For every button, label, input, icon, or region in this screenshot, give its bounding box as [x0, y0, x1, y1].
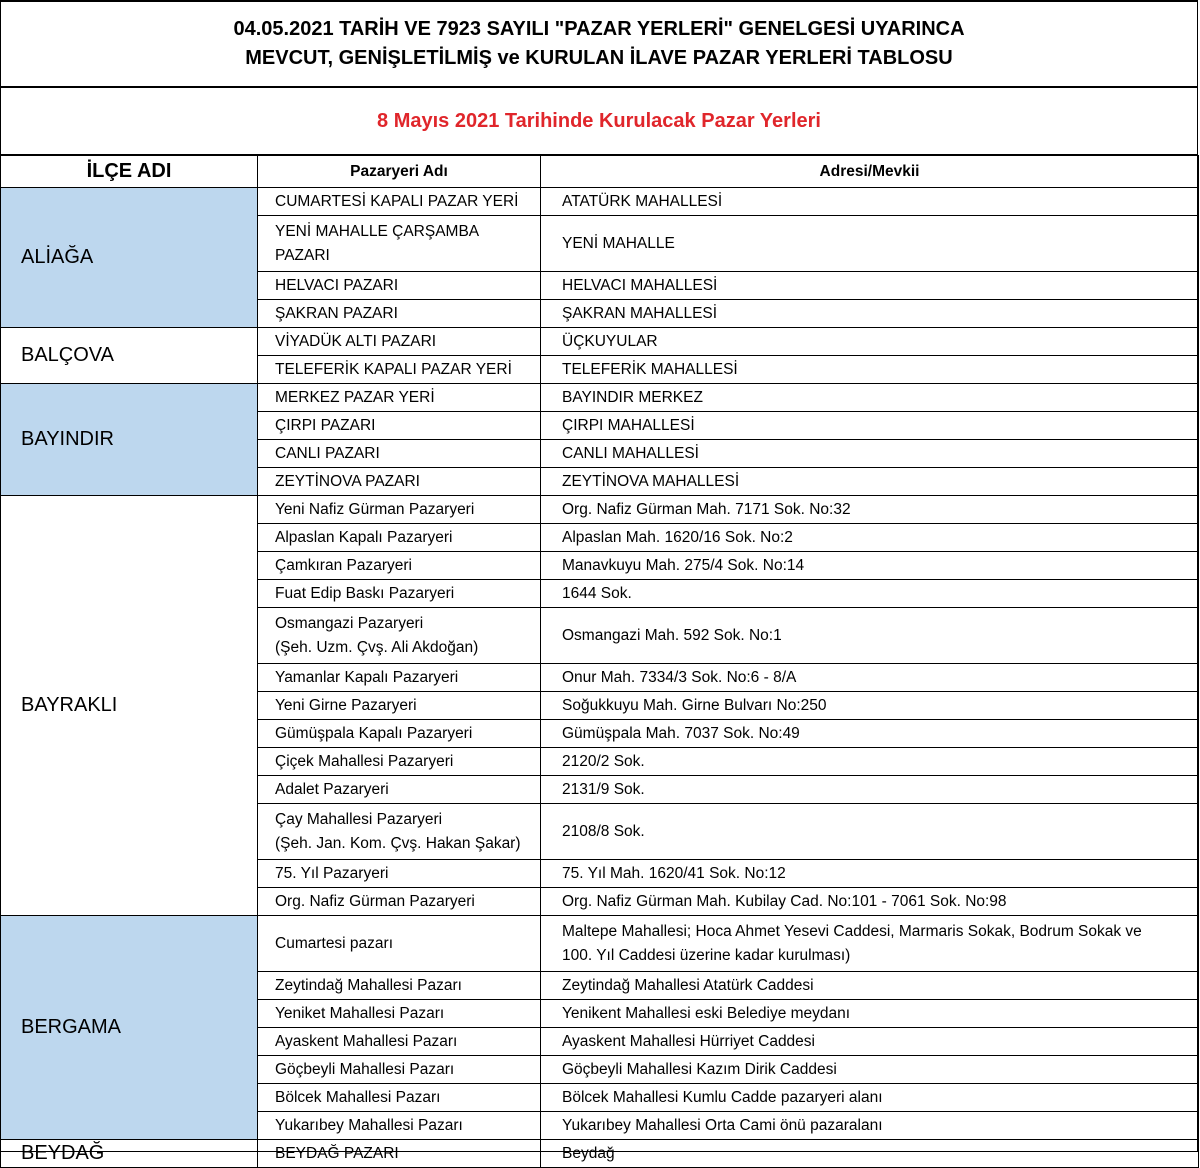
- address-cell: [541, 776, 1199, 804]
- address-cell-line: Bölcek Mahallesi Kumlu Cadde pazaryeri alanı: [562, 1088, 883, 1106]
- market-cell: [258, 608, 541, 664]
- address-cell: [541, 356, 1199, 384]
- market-cell-line: Bölcek Mahallesi Pazarı: [275, 1088, 441, 1106]
- market-cell-line: Göçbeyli Mahallesi Pazarı: [275, 1060, 455, 1078]
- table-body: [1, 188, 1199, 1168]
- document-title: [1, 2, 1197, 88]
- address-cell: [541, 440, 1199, 468]
- address-cell-line: 1644 Sok.: [562, 584, 632, 602]
- district-cell: BALÇOVA: [1, 328, 258, 384]
- market-cell-line: Çay Mahallesi Pazaryeri: [275, 810, 443, 828]
- market-cell: [258, 720, 541, 748]
- market-cell: [258, 664, 541, 692]
- market-cell: [258, 496, 541, 524]
- market-cell-line: YENİ MAHALLE ÇARŞAMBA: [275, 222, 480, 240]
- address-cell: [541, 888, 1199, 916]
- address-cell-line: ÇIRPI MAHALLESİ: [562, 416, 695, 434]
- title-line-2: MEVCUT, GENİŞLETİLMİŞ ve KURULAN İLAVE PAZAR YERLERİ TABLOSU: [245, 47, 953, 69]
- market-cell-line: ZEYTİNOVA PAZARI: [275, 472, 420, 490]
- market-cell: [258, 748, 541, 776]
- address-cell-line: ZEYTİNOVA MAHALLESİ: [562, 472, 740, 490]
- district-cell: BEYDAĞ: [1, 1140, 258, 1168]
- address-cell: [541, 188, 1199, 216]
- address-cell-line: YENİ MAHALLE: [562, 234, 675, 252]
- market-header: Pazaryeri Adı: [258, 156, 541, 188]
- market-cell: [258, 692, 541, 720]
- address-cell-line: BAYINDIR MERKEZ: [562, 388, 703, 406]
- market-cell-line: HELVACI PAZARI: [275, 276, 399, 294]
- market-cell: [258, 328, 541, 356]
- market-cell: [258, 216, 541, 272]
- market-cell-line: Yeniket Mahallesi Pazarı: [275, 1004, 445, 1022]
- table-row: [1, 328, 1199, 356]
- market-cell-line: 75. Yıl Pazaryeri: [275, 864, 389, 882]
- market-cell-line: CANLI PAZARI: [275, 444, 380, 462]
- market-table: [0, 155, 1199, 1168]
- address-cell: [541, 692, 1199, 720]
- address-cell-line: Zeytindağ Mahallesi Atatürk Caddesi: [562, 976, 814, 994]
- address-cell-line: Maltepe Mahallesi; Hoca Ahmet Yesevi Caddesi, Marmaris Sokak, Bodrum Sokak ve: [562, 922, 1142, 940]
- market-cell-line: MERKEZ PAZAR YERİ: [275, 388, 435, 406]
- market-cell-line: Çiçek Mahallesi Pazaryeri: [275, 752, 454, 770]
- address-cell: [541, 664, 1199, 692]
- address-cell: [541, 300, 1199, 328]
- market-cell: [258, 888, 541, 916]
- address-cell: [541, 608, 1199, 664]
- table-row: [1, 384, 1199, 412]
- market-cell-line: Ayaskent Mahallesi Pazarı: [275, 1032, 458, 1050]
- table-row: [1, 916, 1199, 972]
- market-cell: [258, 1056, 541, 1084]
- market-cell: [258, 384, 541, 412]
- address-cell: [541, 272, 1199, 300]
- market-cell-line: Yamanlar Kapalı Pazaryeri: [275, 668, 459, 686]
- address-cell-line: TELEFERİK MAHALLESİ: [562, 360, 738, 378]
- address-cell-line: ŞAKRAN MAHALLESİ: [562, 304, 718, 322]
- market-cell-line: Yeni Nafiz Gürman Pazaryeri: [275, 500, 475, 518]
- market-cell: [258, 1084, 541, 1112]
- address-cell-line: Onur Mah. 7334/3 Sok. No:6 - 8/A: [562, 668, 797, 686]
- address-cell-line: Yenikent Mahallesi eski Belediye meydanı: [562, 1004, 851, 1022]
- address-cell: [541, 1056, 1199, 1084]
- district-cell: BAYINDIR: [1, 384, 258, 496]
- address-cell: [541, 804, 1199, 860]
- address-cell-line: Ayaskent Mahallesi Hürriyet Caddesi: [562, 1032, 815, 1050]
- address-cell: [541, 720, 1199, 748]
- market-cell: [258, 356, 541, 384]
- district-header: İLÇE ADI: [1, 156, 258, 188]
- market-cell: [258, 776, 541, 804]
- address-cell: [541, 328, 1199, 356]
- market-cell-line: ŞAKRAN PAZARI: [275, 304, 398, 322]
- address-cell: [541, 1112, 1199, 1140]
- address-cell-line: Göçbeyli Mahallesi Kazım Dirik Caddesi: [562, 1060, 837, 1078]
- address-cell: [541, 1028, 1199, 1056]
- market-cell: [258, 552, 541, 580]
- district-cell: BERGAMA: [1, 916, 258, 1140]
- address-cell-line: Alpaslan Mah. 1620/16 Sok. No:2: [562, 528, 793, 546]
- address-cell: [541, 972, 1199, 1000]
- market-cell: [258, 524, 541, 552]
- market-cell-line: PAZARI: [275, 246, 330, 264]
- market-cell: [258, 412, 541, 440]
- market-cell: [258, 580, 541, 608]
- address-cell-line: HELVACI MAHALLESİ: [562, 276, 718, 294]
- date-subtitle: 8 Mayıs 2021 Tarihinde Kurulacak Pazar Yerleri: [377, 109, 821, 132]
- market-cell: [258, 1028, 541, 1056]
- subtitle-block: [1, 88, 1197, 155]
- header-row: [1, 156, 1199, 188]
- address-cell: [541, 384, 1199, 412]
- market-cell: [258, 440, 541, 468]
- address-cell: [541, 524, 1199, 552]
- district-cell: BAYRAKLI: [1, 496, 258, 916]
- address-cell-line: 2131/9 Sok.: [562, 780, 645, 798]
- market-cell-line: (Şeh. Jan. Kom. Çvş. Hakan Şakar): [275, 834, 521, 852]
- address-cell: [541, 496, 1199, 524]
- address-cell-line: 100. Yıl Caddesi üzerine kadar kurulması): [562, 946, 851, 964]
- market-cell-line: (Şeh. Uzm. Çvş. Ali Akdoğan): [275, 638, 479, 656]
- market-cell: [258, 972, 541, 1000]
- address-cell: [541, 468, 1199, 496]
- address-cell-line: Osmangazi Mah. 592 Sok. No:1: [562, 626, 782, 644]
- market-cell: [258, 804, 541, 860]
- address-cell-line: Beydağ: [562, 1144, 615, 1162]
- address-cell-line: Org. Nafiz Gürman Mah. Kubilay Cad. No:101 - 7061 Sok. No:98: [562, 892, 1007, 910]
- market-cell: [258, 468, 541, 496]
- market-cell: [258, 1000, 541, 1028]
- address-cell: [541, 1000, 1199, 1028]
- market-cell-line: Gümüşpala Kapalı Pazaryeri: [275, 724, 473, 742]
- market-cell: [258, 188, 541, 216]
- market-cell-line: Adalet Pazaryeri: [275, 780, 389, 798]
- address-cell-line: 2108/8 Sok.: [562, 822, 645, 840]
- market-cell-line: TELEFERİK KAPALI PAZAR YERİ: [275, 360, 512, 378]
- market-cell-line: Osmangazi Pazaryeri: [275, 614, 424, 632]
- address-cell-line: ATATÜRK MAHALLESİ: [562, 192, 723, 210]
- address-cell: [541, 1084, 1199, 1112]
- address-cell: [541, 216, 1199, 272]
- market-cell-line: Yeni Girne Pazaryeri: [275, 696, 417, 714]
- address-cell: [541, 552, 1199, 580]
- table-row: [1, 496, 1199, 524]
- address-cell-line: Manavkuyu Mah. 275/4 Sok. No:14: [562, 556, 805, 574]
- address-cell: [541, 860, 1199, 888]
- market-cell-line: Cumartesi pazarı: [275, 934, 394, 952]
- market-cell-line: Fuat Edip Baskı Pazaryeri: [275, 584, 455, 602]
- district-cell: ALİAĞA: [1, 188, 258, 328]
- market-cell-line: Alpaslan Kapalı Pazaryeri: [275, 528, 453, 546]
- address-cell: [541, 580, 1199, 608]
- market-cell: [258, 860, 541, 888]
- address-header: Adresi/Mevkii: [541, 156, 1199, 188]
- market-cell: [258, 916, 541, 972]
- table-row: [1, 188, 1199, 216]
- market-cell-line: Org. Nafiz Gürman Pazaryeri: [275, 892, 475, 910]
- market-cell: [258, 1112, 541, 1140]
- market-cell-line: Zeytindağ Mahallesi Pazarı: [275, 976, 462, 994]
- address-cell-line: Soğukkuyu Mah. Girne Bulvarı No:250: [562, 696, 827, 714]
- market-cell: [258, 272, 541, 300]
- address-cell-line: ÜÇKUYULAR: [562, 332, 658, 350]
- address-cell-line: CANLI MAHALLESİ: [562, 444, 699, 462]
- address-cell-line: Gümüşpala Mah. 7037 Sok. No:49: [562, 724, 800, 742]
- address-cell-line: 75. Yıl Mah. 1620/41 Sok. No:12: [562, 864, 786, 882]
- market-cell-line: BEYDAĞ PAZARI: [275, 1144, 399, 1162]
- market-cell-line: CUMARTESİ KAPALI PAZAR YERİ: [275, 192, 519, 210]
- address-cell: [541, 748, 1199, 776]
- market-cell-line: Çamkıran Pazaryeri: [275, 556, 412, 574]
- address-cell: [541, 916, 1199, 972]
- address-cell: [541, 412, 1199, 440]
- address-cell-line: Yukarıbey Mahallesi Orta Cami önü pazaralanı: [562, 1116, 883, 1134]
- market-cell-line: VİYADÜK ALTI PAZARI: [275, 332, 437, 350]
- market-cell-line: Yukarıbey Mahallesi Pazarı: [275, 1116, 463, 1134]
- market-cell-line: ÇIRPI PAZARI: [275, 416, 376, 434]
- title-line-1: 04.05.2021 TARİH VE 7923 SAYILI "PAZAR YERLERİ" GENELGESİ UYARINCA: [233, 18, 965, 40]
- address-cell-line: Org. Nafiz Gürman Mah. 7171 Sok. No:32: [562, 500, 851, 518]
- market-cell: [258, 300, 541, 328]
- address-cell-line: 2120/2 Sok.: [562, 752, 645, 770]
